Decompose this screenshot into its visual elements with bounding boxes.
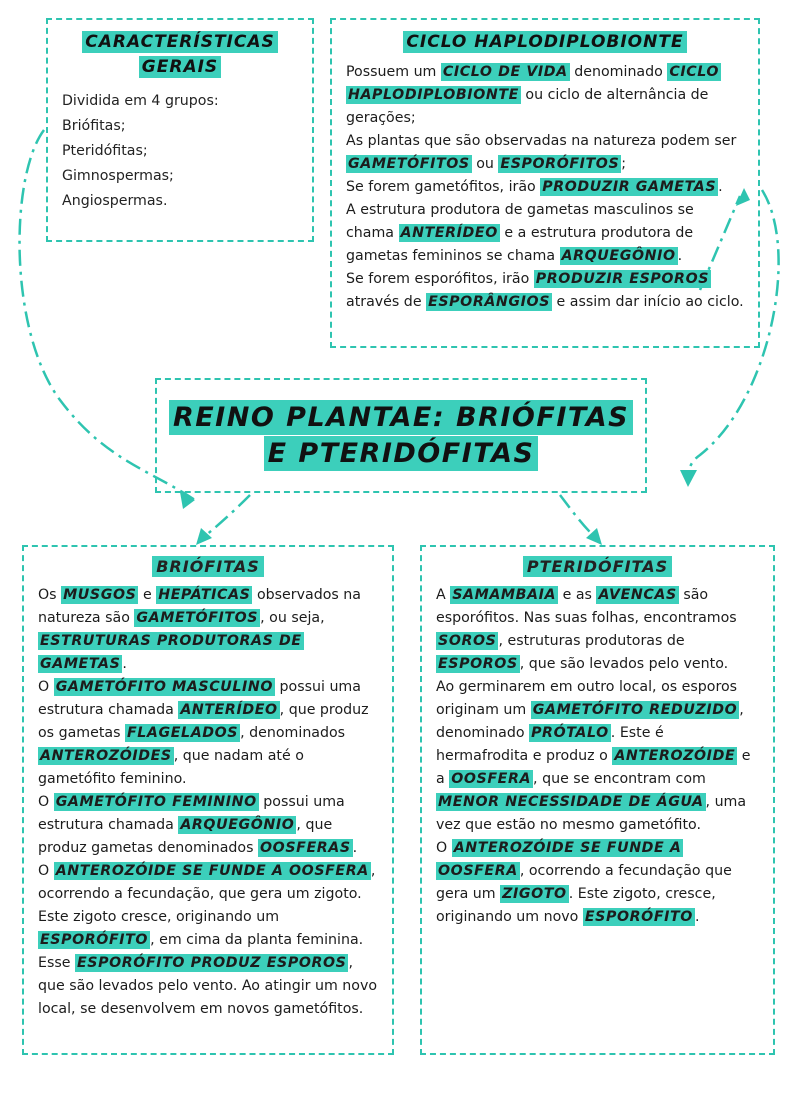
paragraph [38,584,378,676]
caracteristicas-item: Pteridófitas; [62,142,148,159]
text-run: ou [471,155,499,172]
text-run: possui uma estrutura chamada [38,794,345,833]
text-run: e [138,587,157,603]
paragraph [436,676,759,837]
box-pteridofitas [420,545,775,1055]
box-briofitas [22,545,394,1055]
highlighted-term: ESPORÂNGIOS [428,293,551,310]
caracteristicas-item: Gimnospermas; [62,167,174,184]
box-ciclo-title [346,30,744,55]
highlighted-term: GAMETÓFITO REDUZIDO [532,702,738,718]
highlighted-term: ARQUEGÔNIO [180,817,295,833]
text-run: O [38,794,54,810]
text-run: , que nadam até o gametófito feminino. [38,748,304,787]
highlighted-term: SAMAMBAIA [452,587,557,603]
text-run: , estruturas produtoras de [498,633,685,649]
paragraph [346,130,744,176]
highlighted-term: ANTERÍDEO [180,702,278,718]
highlighted-term: CICLO HAPLODIPLOBIONTE [348,63,720,103]
text-run: A [436,587,451,603]
paragraph [346,199,744,268]
text-run: . [122,656,127,672]
paragraph [38,791,378,860]
highlighted-term: PRODUZIR GAMETAS [542,178,717,195]
text-run: O [38,679,54,695]
highlighted-term: ANTERÍDEO [400,224,498,241]
text-run: A estrutura produtora de gametas masculinos se chama [346,201,694,241]
highlighted-term: MENOR NECESSIDADE DE ÁGUA [438,794,704,810]
box-caracteristicas-title-line2: GERAIS [139,56,221,78]
text-run: Esse [38,955,75,971]
caracteristicas-intro: Dividida em 4 grupos: [62,93,219,110]
text-run: , ocorrendo a fecundação que gera um [436,863,732,902]
highlighted-term: CICLO DE VIDA [442,63,568,80]
text-run: Possuem um [346,63,441,80]
text-run: , em cima da planta feminina. [150,932,364,948]
highlighted-term: SOROS [438,633,497,649]
highlighted-term: ESPORÓFITO [40,932,149,948]
highlighted-term: ZIGOTO [502,886,567,902]
text-run: ou ciclo de alternância de gerações; [346,86,709,126]
caracteristicas-list [62,89,298,213]
text-run: observados na natureza são [38,587,361,626]
highlighted-term: ANTEROZÓIDES [40,748,172,764]
box-ciclo-title-text: CICLO HAPLODIPLOBIONTE [403,31,686,53]
text-run: e a estrutura produtora de gametas femininos se chama [346,224,694,264]
highlighted-term: ESPORÓFITOS [500,155,620,172]
text-run: , que são levados pelo vento. [519,656,729,672]
ciclo-body [346,61,744,314]
highlighted-term: FLAGELADOS [127,725,239,741]
highlighted-term: GAMETÓFITO MASCULINO [55,679,274,695]
highlighted-term: ESTRUTURAS PRODUTORAS DE GAMETAS [40,633,302,672]
text-run: . [352,840,358,856]
text-run: e a [436,748,751,787]
text-run: . Este zigoto, cresce, originando um novo [436,886,716,925]
text-run: As plantas que são observadas na natureza podem ser [346,132,737,149]
highlighted-term: GAMETÓFITOS [136,610,259,626]
text-run: O [436,840,452,856]
highlighted-term: PRODUZIR ESPOROS [535,270,710,287]
text-run: possui uma estrutura chamada [38,679,361,718]
paragraph [346,268,744,314]
text-run: Os [38,587,62,603]
paragraph [38,860,378,952]
highlighted-term: OOSFERA [451,771,532,787]
highlighted-term: HEPÁTICAS [158,587,251,603]
center-title-line2 [264,436,539,472]
text-run: através de [346,293,427,310]
box-caracteristicas-title [62,30,298,79]
paragraph [346,176,744,199]
text-run: O [38,863,54,879]
box-ciclo-haplodiplobionte [330,18,760,348]
paragraph [38,952,378,1021]
box-briofitas-title [38,557,378,576]
highlighted-term: PRÓTALO [531,725,609,741]
briofitas-body [38,584,378,1021]
box-pteridofitas-title-text: PTERIDÓFITAS [523,556,672,577]
caracteristicas-item: Briófitas; [62,118,126,135]
highlighted-term: ANTEROZÓIDE SE FUNDE A OOSFERA [438,840,682,879]
text-run: , ocorrendo a fecundação, que gera um zigoto. Este zigoto cresce, originando um [38,863,376,925]
center-title-line1-text: REINO PLANTAE: BRIÓFITAS [169,400,633,435]
text-run: , que produz os gametas [38,702,369,741]
text-run: , ou seja, [260,610,325,626]
center-title-line1 [169,400,633,436]
highlighted-term: GAMETÓFITOS [348,155,470,172]
pteridofitas-body [436,584,759,929]
text-run: , denominado [436,702,744,741]
text-run: , que produz gametas denominados [38,817,333,856]
paragraph [436,584,759,676]
text-run: são esporófitos. Nas suas folhas, encontramos [436,587,737,626]
highlighted-term: ANTEROZÓIDE [614,748,736,764]
center-title-line2-text: E PTERIDÓFITAS [264,436,539,471]
text-run: Ao germinarem em outro local, os esporos originam um [436,679,738,718]
text-run: ; [621,155,627,172]
highlighted-term: ARQUEGÔNIO [561,247,676,264]
highlighted-term: OOSFERAS [260,840,351,856]
highlighted-term: ANTEROZÓIDE SE FUNDE A OOSFERA [55,863,369,879]
text-run: e as [558,587,597,603]
text-run: , uma vez que estão no mesmo gametófito. [436,794,747,833]
highlighted-term: ESPORÓFITO [584,909,693,925]
text-run: , que se encontram com [533,771,706,787]
box-briofitas-title-text: BRIÓFITAS [152,556,264,577]
paragraph [38,676,378,791]
text-run: . [718,178,723,195]
paragraph [346,61,744,130]
highlighted-term: AVENCAS [598,587,677,603]
text-run: Se forem gametófitos, irão [346,178,541,195]
box-pteridofitas-title [436,557,759,576]
text-run: denominado [569,63,668,80]
text-run: e assim dar início ao ciclo. [552,293,744,310]
highlighted-term: ESPORÓFITO PRODUZ ESPOROS [77,955,347,971]
text-run: , que são levados pelo vento. Ao atingir um novo local, se desenvolvem em novos gametófitos. [38,955,378,1017]
box-caracteristicas-title-line1: CARACTERÍSTICAS [82,31,278,53]
highlighted-term: MUSGOS [63,587,137,603]
highlighted-term: GAMETÓFITO FEMININO [55,794,257,810]
caracteristicas-item: Angiospermas. [62,192,168,209]
paragraph [436,837,759,929]
box-caracteristicas-gerais [46,18,314,242]
text-run: Se forem esporófitos, irão [346,270,534,287]
text-run: . [677,247,683,264]
highlighted-term: ESPOROS [438,656,518,672]
text-run: . Este é hermafrodita e produz o [436,725,664,764]
center-title-box [155,378,647,493]
text-run: , denominados [240,725,346,741]
text-run: . [694,909,700,925]
